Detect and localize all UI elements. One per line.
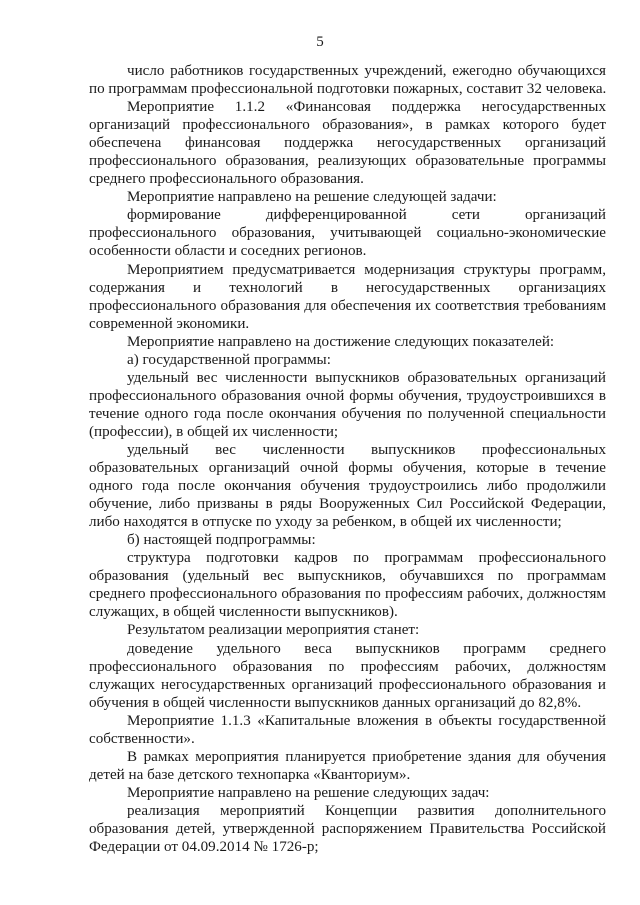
text-line: образовательных организаций очной формы обучения, которые в течение [89,460,606,477]
paragraph [89,549,606,621]
text-line: удельный вес численности выпускников образовательных организаций [127,369,606,386]
paragraph [89,621,606,639]
paragraph [89,748,606,784]
paragraph [89,784,606,802]
text-line: среднего профессионального образования. [89,171,364,188]
text-line: (профессии), в общей их численности; [89,423,339,440]
text-line: профессионального образования для обеспечения их соответствия требованиям [89,297,606,314]
text-line: обеспечена финансовая поддержка негосударственных организаций [89,135,606,152]
text-line: Результатом реализации мероприятия станет: [127,622,420,639]
text-line: б) настоящей подпрограммы: [127,532,316,549]
text-line: Мероприятие направлено на решение следующих задач: [127,784,490,801]
text-line: удельный вес численности выпускников профессиональных [127,441,606,458]
text-line: а) государственной программы: [127,351,331,368]
text-line: профессионального образования, учитывающей социально-экономические [89,225,606,242]
text-line: реализация мероприятий Концепции развития дополнительного [127,802,606,819]
paragraph [89,261,606,333]
text-line: Мероприятие 1.1.3 «Капитальные вложения в объекты государственной [127,712,606,729]
text-line: либо находятся в отпуске по уходу за ребенком, в общей их численности; [89,514,562,531]
text-line: содержания и технологий в негосударственных организациях [89,279,606,296]
paragraph [89,531,606,549]
text-line: Федерации от 04.09.2014 № 1726-р; [89,839,319,856]
text-line: одного года после окончания обучения трудоустроились либо продолжили [89,478,606,495]
text-line: организаций профессионального образования», в рамках которого будет [89,117,606,134]
text-line: В рамках мероприятия планируется приобретение здания для обучения [127,748,606,765]
paragraph [89,98,606,188]
text-line: профессионального образования, реализующих образовательные программы [89,153,606,170]
page-number: 5 [316,34,324,50]
text-line: по программам профессиональной подготовки пожарных, составит 32 человека. [89,81,607,98]
text-line: профессионального образования очной формы обучения, трудоустроившихся в [89,387,606,404]
paragraph [89,206,606,260]
text-line: Мероприятие 1.1.2 «Финансовая поддержка негосударственных [127,99,606,116]
text-line: среднего профессионального образования по профессиям рабочих, должностям [89,586,606,603]
text-line: формирование дифференцированной сети организаций [127,207,606,224]
text-line: число работников государственных учреждений, ежегодно обучающихся [127,63,606,79]
text-line: Мероприятие направлено на достижение следующих показателей: [127,333,555,350]
text-line: служащих негосударственных организаций профессионального образования и [89,676,606,693]
text-line: собственности». [89,730,195,747]
text-line: современной экономики. [89,315,250,332]
paragraph [89,640,606,712]
text-line: структура подготовки кадров по программам профессионального [127,550,606,567]
paragraph [89,188,606,206]
text-line: особенности области и соседних регионов. [89,243,367,260]
text-line: обучение, либо призваны в ряды Вооруженных Сил Российской Федерации, [89,496,606,513]
text-line: образования (удельный вес выпускников, обучавшихся по программам [89,568,606,585]
text-line: течение одного года после окончания обучения по полученной специальности [89,405,606,422]
text-line: Мероприятие направлено на решение следующей задачи: [127,189,497,206]
paragraph [89,351,606,369]
paragraph [89,802,606,856]
paragraph [89,333,606,351]
paragraph [89,369,606,441]
paragraph [89,62,606,98]
text-line: служащих, в общей численности выпускников). [89,604,398,621]
text-line: Мероприятием предусматривается модернизация структуры программ, [127,261,606,278]
text-line: профессионального образования по профессиям рабочих, должностям [89,658,606,675]
paragraph [89,712,606,748]
text-line: обучения в общей численности выпускников данных организаций до 82,8%. [89,694,582,711]
text-line: детей на базе детского технопарка «Кванториум». [89,766,411,783]
paragraph [89,441,606,531]
text-line: доведение удельного веса выпускников программ среднего [127,640,606,657]
body-text [89,62,606,856]
text-line: образования детей, утвержденной распоряжением Правительства Российской [89,820,606,837]
